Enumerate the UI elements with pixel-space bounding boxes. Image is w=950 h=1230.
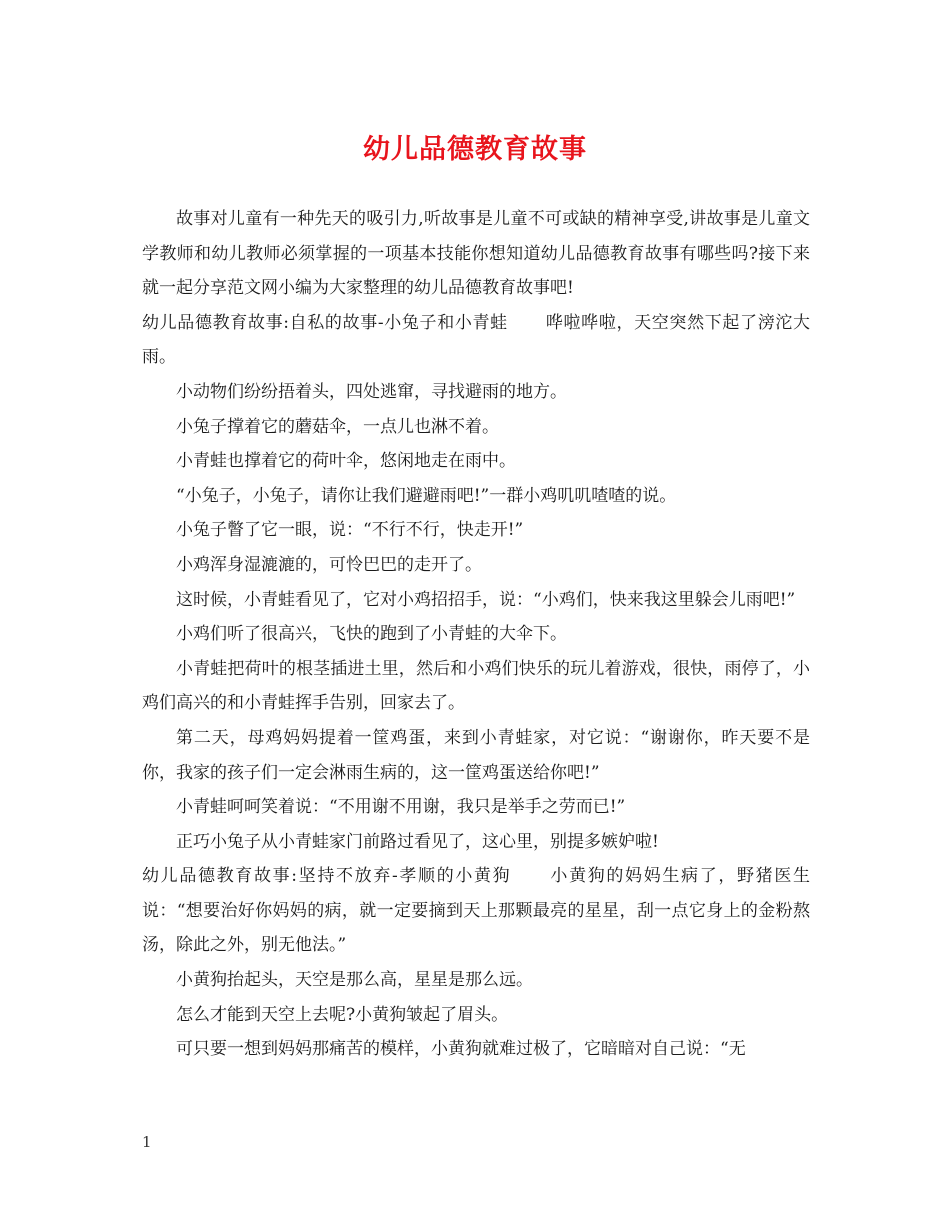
story1-paragraph: 小鸡浑身湿漉漉的，可怜巴巴的走开了。 — [176, 554, 482, 575]
story1-paragraph: 小青蛙把荷叶的根茎插进土里，然后和小鸡们快乐的玩儿着游戏，很快，雨停了，小鸡们高兴的和小青蛙挥手告别，回家去了。 — [142, 658, 810, 714]
story1-heading-paragraph — [142, 306, 810, 375]
story1-paragraph: 正巧小兔子从小青蛙家门前路过看见了，这心里，别提多嫉妒啦! — [176, 831, 659, 852]
story1-paragraph: 小兔子瞥了它一眼，说：“不行不行，快走开!” — [176, 520, 524, 541]
story1-paragraph: “小兔子，小兔子，请你让我们避避雨吧!”一群小鸡叽叽喳喳的说。 — [176, 485, 677, 506]
story2-first-sentence: 小黄狗的妈妈生病了，野猪医生说：“想要治好你妈妈的病，就一定要摘到天上那颗最亮的星星，刮一点它身上的金粉熬汤，除此之外，别无他法。” — [142, 866, 810, 956]
story1-first-sentence: 哗啦哗啦，天空突然下起了滂沱大雨。 — [142, 312, 810, 368]
page-number: 1 — [142, 1133, 152, 1151]
story1-paragraph: 小兔子撑着它的蘑菇伞，一点儿也淋不着。 — [176, 416, 499, 437]
story2-paragraph: 怎么才能到天空上去呢?小黄狗皱起了眉头。 — [176, 1004, 509, 1025]
story1-paragraph: 这时候，小青蛙看见了，它对小鸡招招手，说：“小鸡们，快来我这里躲会儿雨吧!” — [176, 589, 796, 610]
document-title: 幼儿品德教育故事 — [363, 134, 587, 165]
intro-paragraph: 故事对儿童有一种先天的吸引力,听故事是儿童不可或缺的精神享受,讲故事是儿童文学教师和幼儿教师必须掌握的一项基本技能你想知道幼儿品德教育故事有哪些吗?接下来就一起分享范文网小编为大家整理的幼儿品德教育故事吧! — [142, 209, 810, 299]
story1-paragraph: 小动物们纷纷捂着头，四处逃窜，寻找避雨的地方。 — [176, 381, 567, 402]
story1-paragraph: 小鸡们听了很高兴，飞快的跑到了小青蛙的大伞下。 — [176, 624, 567, 645]
story1-paragraph: 小青蛙也撑着它的荷叶伞，悠闲地走在雨中。 — [176, 451, 516, 472]
story2-paragraph: 小黄狗抬起头，天空是那么高，星星是那么远。 — [176, 970, 533, 991]
story1-heading: 幼儿品德教育故事:自私的故事-小兔子和小青蛙 — [142, 312, 508, 333]
story2-heading: 幼儿品德教育故事:坚持不放弃-孝顺的小黄狗 — [142, 866, 512, 887]
document-body — [142, 202, 810, 1067]
story1-paragraph: 第二天，母鸡妈妈提着一筐鸡蛋，来到小青蛙家，对它说：“谢谢你，昨天要不是你，我家的孩子们一定会淋雨生病的，这一筐鸡蛋送给你吧!” — [142, 727, 810, 783]
story2-heading-paragraph — [142, 859, 810, 963]
story2-paragraph: 可只要一想到妈妈那痛苦的模样，小黄狗就难过极了，它暗暗对自己说：“无 — [176, 1039, 746, 1060]
story1-paragraph: 小青蛙呵呵笑着说：“不用谢不用谢，我只是举手之劳而已!” — [176, 797, 626, 818]
